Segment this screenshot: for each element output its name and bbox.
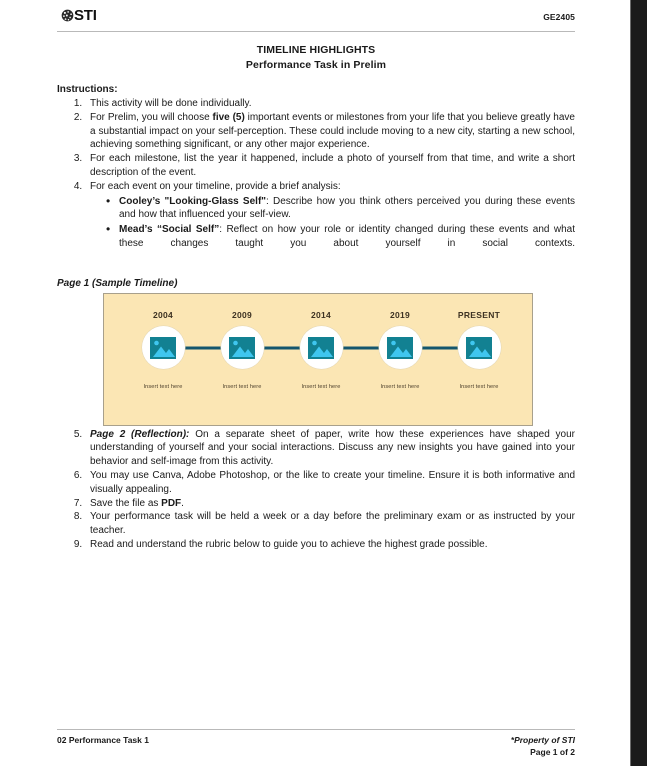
instruction-item xyxy=(85,111,575,152)
timeline-node-caption: Insert text here xyxy=(222,383,262,390)
text-run: Save the file as xyxy=(90,497,162,509)
image-placeholder-icon xyxy=(308,337,334,359)
timeline-node-year: PRESENT xyxy=(457,309,501,320)
page-title: TIMELINE HIGHLIGHTS xyxy=(256,44,376,56)
instruction-bullet xyxy=(106,223,575,264)
timeline-node-circle xyxy=(458,326,501,369)
instruction-item xyxy=(85,97,575,111)
page-header xyxy=(57,0,575,34)
footer-page-number: Page 1 of 2 xyxy=(530,746,575,757)
text-run: important events or milestones from your life that you believe greatly have a substantial impact on your self-perception. These could include moving to a new city, starting a new school, achieving something significant, or any other major experience. xyxy=(90,111,575,151)
text-run: : Describe how you think others perceived you during these events and how that influenced your self-view. xyxy=(119,195,575,221)
text-run: : Reflect on how your role or identity changed during these events and what these changes taught you about yourself in social contexts. xyxy=(119,224,576,249)
image-placeholder-icon xyxy=(229,337,255,359)
instruction-text xyxy=(90,112,575,151)
instruction-item xyxy=(85,469,575,497)
timeline-nodes xyxy=(124,310,518,415)
instruction-text xyxy=(90,429,575,468)
instruction-sublist xyxy=(90,195,575,265)
timeline-node-caption: Insert text here xyxy=(459,383,499,390)
text-run: five (5) xyxy=(212,111,245,123)
timeline-node-year: 2009 xyxy=(231,309,253,320)
timeline-node xyxy=(282,310,360,415)
instruction-text xyxy=(90,498,184,509)
timeline-node-circle xyxy=(379,326,422,369)
timeline-node-year: 2019 xyxy=(389,309,411,320)
text-run: This activity will be done individually. xyxy=(90,98,252,109)
instructions-heading: Instructions: xyxy=(57,84,118,95)
image-placeholder-icon xyxy=(150,337,176,359)
bullet-text xyxy=(119,223,575,264)
text-run: On a separate sheet of paper, write how these experiences have shaped your understanding of yourself and your social interactions. Discuss any new insights you have gained into your behavior and self-image from this activity. xyxy=(90,428,576,468)
instruction-text xyxy=(90,98,252,109)
text-run: For each milestone, list the year it happened, include a photo of yourself from that time, and write a short description of the event. xyxy=(90,153,575,178)
timeline-node-circle-wrap xyxy=(124,325,202,371)
text-run: For Prelim, you will choose xyxy=(90,111,213,123)
text-run: Mead’s “Social Self” xyxy=(119,224,220,236)
page-footer xyxy=(57,729,575,758)
header-divider xyxy=(57,31,575,32)
sti-logo xyxy=(61,7,97,23)
page-content xyxy=(57,0,575,552)
timeline-node-caption: Insert text here xyxy=(143,383,183,390)
window-right-edge xyxy=(630,0,647,766)
timeline-node xyxy=(203,310,281,415)
timeline-node-caption: Insert text here xyxy=(301,383,341,390)
timeline-node-circle xyxy=(300,326,343,369)
instruction-item xyxy=(85,152,575,180)
course-code: GE2405 xyxy=(543,12,575,22)
text-run: PDF xyxy=(161,497,182,509)
text-run: Your performance task will be held a week or a day before the preliminary exam or as instructed by your teacher. xyxy=(90,511,575,537)
timeline-node xyxy=(440,310,518,415)
footer-meta xyxy=(511,735,575,758)
timeline-node-caption: Insert text here xyxy=(380,383,420,390)
timeline-node xyxy=(361,310,439,415)
text-run: Read and understand the rubric below to guide you to achieve the highest grade possible. xyxy=(90,538,488,550)
bullet-text xyxy=(119,196,575,221)
instruction-item xyxy=(85,428,575,469)
timeline-node-circle xyxy=(221,326,264,369)
timeline-node xyxy=(124,310,202,415)
timeline-node-year: 2014 xyxy=(310,309,332,320)
sti-globe-icon xyxy=(61,9,74,22)
text-run: For each event on your timeline, provide a brief analysis: xyxy=(90,180,341,192)
instructions-list-continued xyxy=(57,428,575,552)
sti-logo-text: STI xyxy=(74,6,97,24)
text-run: . xyxy=(181,497,184,509)
footer-property-notice: *Property of STI xyxy=(510,735,575,746)
text-run: Page 2 (Reflection): xyxy=(90,428,190,440)
instruction-text xyxy=(90,511,575,536)
instruction-text xyxy=(90,153,575,178)
page-subtitle: Performance Task in Prelim xyxy=(245,59,387,71)
text-run: You may use Canva, Adobe Photoshop, or the like to create your timeline. Ensure it is both informative and visually appealing. xyxy=(90,469,575,495)
image-placeholder-icon xyxy=(466,337,492,359)
timeline-node-year: 2004 xyxy=(152,309,174,320)
image-placeholder-icon xyxy=(387,337,413,359)
instruction-item xyxy=(85,510,575,538)
instruction-text xyxy=(90,470,575,495)
instruction-bullet xyxy=(106,195,575,223)
sample-timeline-figure xyxy=(103,293,533,426)
instruction-item xyxy=(85,180,575,265)
sample-timeline-label: Page 1 (Sample Timeline) xyxy=(57,277,178,289)
text-run: Cooley’s "Looking-Glass Self" xyxy=(119,195,267,207)
footer-divider xyxy=(57,729,575,730)
timeline-node-circle xyxy=(142,326,185,369)
instructions-list xyxy=(57,97,575,265)
instruction-item xyxy=(85,497,575,511)
instruction-text xyxy=(90,539,488,550)
instruction-text xyxy=(90,181,341,192)
footer-document-name: 02 Performance Task 1 xyxy=(57,735,149,746)
instruction-item xyxy=(85,538,575,552)
